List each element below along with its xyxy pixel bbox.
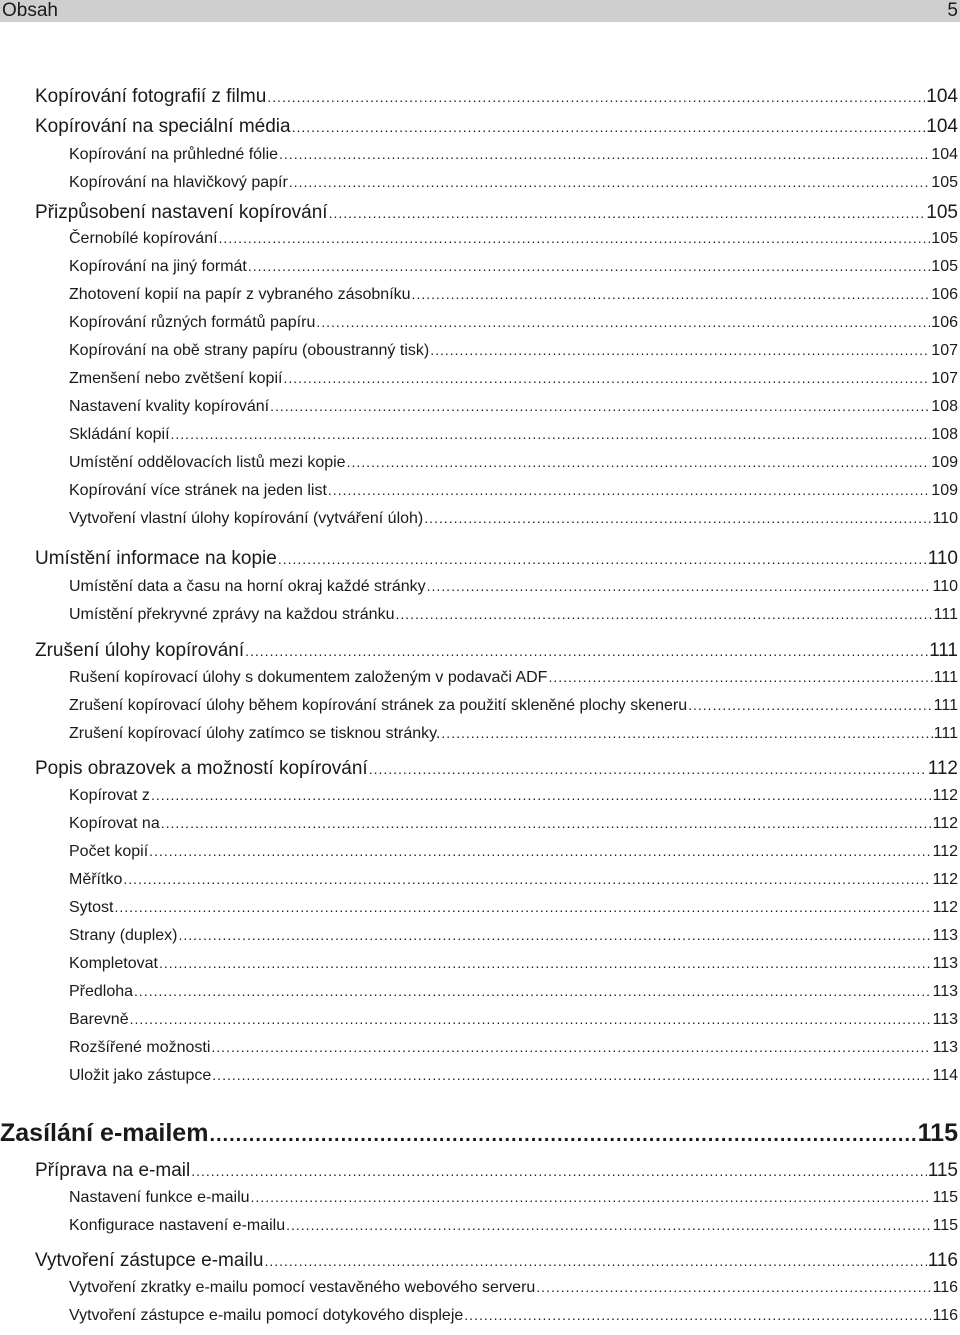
toc-entry-title: Kompletovat bbox=[69, 955, 158, 972]
toc-entry-title: Popis obrazovek a možností kopírování bbox=[35, 758, 368, 779]
toc-entry-page: 113 bbox=[932, 1011, 958, 1028]
toc-entry[interactable] bbox=[69, 1039, 958, 1067]
toc-entry-title: Vytvoření zástupce e-mailu pomocí dotykového displeje bbox=[69, 1307, 464, 1324]
toc-entry-title: Kopírování na hlavičkový papír bbox=[69, 174, 288, 191]
toc-entry-title: Kopírování na speciální média bbox=[35, 116, 291, 137]
toc-entry-title: Konfigurace nastavení e-mailu bbox=[69, 1217, 286, 1234]
toc-entry[interactable] bbox=[35, 116, 958, 144]
dot-leader bbox=[688, 697, 933, 713]
toc-entry-page: 109 bbox=[931, 482, 958, 499]
toc-entry-title: Strany (duplex) bbox=[69, 927, 178, 944]
toc-entry-title: Zhotovení kopií na papír z vybraného zásobníku bbox=[69, 286, 411, 303]
toc-entry-page: 108 bbox=[931, 426, 958, 443]
toc-entry[interactable] bbox=[69, 146, 958, 174]
dot-leader bbox=[328, 482, 930, 498]
toc-entry-page: 112 bbox=[932, 871, 958, 888]
toc-entry-page: 104 bbox=[926, 116, 958, 137]
toc-entry[interactable] bbox=[35, 758, 958, 786]
dot-leader bbox=[130, 1011, 932, 1027]
dot-leader bbox=[161, 815, 932, 831]
toc-entry-page: 115 bbox=[927, 1160, 958, 1181]
toc-entry-title: Barevně bbox=[69, 1011, 129, 1028]
dot-leader bbox=[536, 1279, 931, 1295]
toc-entry-page: 111 bbox=[933, 606, 958, 623]
toc-entry-page: 105 bbox=[931, 258, 958, 275]
toc-entry[interactable] bbox=[69, 258, 958, 286]
toc-entry-page: 116 bbox=[932, 1279, 958, 1296]
toc-entry[interactable] bbox=[69, 1307, 958, 1335]
dot-leader bbox=[212, 1067, 931, 1083]
toc-entry[interactable] bbox=[69, 314, 958, 342]
dot-leader bbox=[209, 1124, 916, 1147]
dot-leader bbox=[395, 606, 932, 622]
toc-entry-page: 112 bbox=[932, 843, 958, 860]
dot-leader bbox=[114, 899, 931, 915]
toc-entry-page: 109 bbox=[931, 454, 958, 471]
toc-entry[interactable] bbox=[69, 230, 958, 258]
dot-leader bbox=[369, 761, 927, 777]
toc-entry-title: Příprava na e-mail bbox=[35, 1160, 191, 1181]
toc-entry-title: Kopírování různých formátů papíru bbox=[69, 314, 316, 331]
toc-entry-page: 107 bbox=[931, 342, 958, 359]
toc-entry[interactable] bbox=[69, 1279, 958, 1307]
dot-leader bbox=[548, 669, 932, 685]
toc-entry-page: 105 bbox=[926, 202, 958, 223]
toc-entry-page: 104 bbox=[931, 146, 958, 163]
dot-leader bbox=[464, 1307, 931, 1323]
toc-entry[interactable] bbox=[69, 955, 958, 983]
dot-leader bbox=[267, 89, 925, 105]
toc-entry-page: 110 bbox=[932, 510, 958, 527]
toc-entry[interactable] bbox=[69, 697, 958, 725]
dot-leader bbox=[159, 955, 932, 971]
toc-entry-page: 116 bbox=[932, 1307, 958, 1324]
toc-entry[interactable] bbox=[69, 286, 958, 314]
toc-entry[interactable] bbox=[69, 174, 958, 202]
toc-entry-page: 108 bbox=[931, 398, 958, 415]
toc-entry-title: Vytvoření zástupce e-mailu bbox=[35, 1250, 264, 1271]
dot-leader bbox=[430, 342, 930, 358]
toc-entry[interactable] bbox=[69, 787, 958, 815]
toc-entry[interactable] bbox=[69, 426, 958, 454]
dot-leader bbox=[151, 787, 932, 803]
toc-entry[interactable] bbox=[35, 1250, 958, 1278]
toc-entry-title: Předloha bbox=[69, 983, 134, 1000]
toc-entry-title: Vytvoření vlastní úlohy kopírování (vytváření úloh) bbox=[69, 510, 424, 527]
toc-entry[interactable] bbox=[69, 342, 958, 370]
toc-entry-page: 112 bbox=[932, 899, 958, 916]
dot-leader bbox=[191, 1163, 926, 1179]
dot-leader bbox=[412, 286, 931, 302]
toc-entry[interactable] bbox=[69, 1067, 958, 1095]
toc-entry[interactable] bbox=[69, 669, 958, 697]
toc-entry-page: 114 bbox=[932, 1067, 958, 1084]
toc-entry-page: 112 bbox=[932, 787, 958, 804]
dot-leader bbox=[270, 398, 930, 414]
toc-entry-page: 113 bbox=[932, 955, 958, 972]
toc-entry[interactable] bbox=[69, 510, 958, 538]
dot-leader bbox=[149, 843, 931, 859]
toc-entry-page: 113 bbox=[932, 983, 958, 1000]
header-page-number: 5 bbox=[947, 0, 958, 21]
toc-entry-title: Nastavení funkce e-mailu bbox=[69, 1189, 250, 1206]
toc-entry-title: Umístění oddělovacích listů mezi kopie bbox=[69, 454, 346, 471]
toc-entry[interactable] bbox=[35, 548, 958, 576]
toc-entry-title: Přizpůsobení nastavení kopírování bbox=[35, 202, 328, 223]
toc-entry-page: 113 bbox=[932, 927, 958, 944]
dot-leader bbox=[424, 510, 931, 526]
dot-leader bbox=[286, 1217, 931, 1233]
toc-entry-title: Kopírování na průhledné fólie bbox=[69, 146, 279, 163]
toc-entry-title: Skládání kopií bbox=[69, 426, 170, 443]
dot-leader bbox=[248, 258, 930, 274]
toc-entry-title: Zrušení kopírovací úlohy během kopírování stránek za použití skleněné plochy skeneru bbox=[69, 697, 688, 714]
toc-entry[interactable] bbox=[69, 398, 958, 426]
toc-entry-page: 104 bbox=[926, 86, 958, 107]
toc-entry-page: 105 bbox=[931, 174, 958, 191]
toc-entry-title: Kopírovat z bbox=[69, 787, 150, 804]
toc-entry[interactable] bbox=[69, 927, 958, 955]
toc-entry-page: 106 bbox=[931, 314, 958, 331]
dot-leader bbox=[179, 927, 932, 943]
toc-entry-title: Umístění data a času na horní okraj každé stránky bbox=[69, 578, 426, 595]
dot-leader bbox=[123, 871, 931, 887]
toc-entry-title: Sytost bbox=[69, 899, 114, 916]
dot-leader bbox=[289, 174, 931, 190]
toc-entry-page: 106 bbox=[931, 286, 958, 303]
toc-entry-page: 112 bbox=[932, 815, 958, 832]
toc-entry-page: 115 bbox=[932, 1217, 958, 1234]
dot-leader bbox=[211, 1039, 931, 1055]
toc-entry[interactable] bbox=[69, 871, 958, 899]
toc-entry[interactable] bbox=[69, 1217, 958, 1245]
toc-entry[interactable] bbox=[69, 606, 958, 634]
toc-entry-title: Zasílání e-mailem bbox=[0, 1119, 209, 1147]
dot-leader bbox=[245, 643, 928, 659]
dot-leader bbox=[264, 1253, 926, 1269]
toc-entry-page: 105 bbox=[931, 230, 958, 247]
toc-entry-page: 110 bbox=[932, 578, 958, 595]
dot-leader bbox=[279, 146, 930, 162]
toc-entry-title: Kopírování na jiný formát bbox=[69, 258, 247, 275]
toc-entry[interactable] bbox=[69, 454, 958, 482]
toc-entry-title: Rušení kopírovací úlohy s dokumentem založeným v podavači ADF bbox=[69, 669, 548, 686]
toc-entry-page: 111 bbox=[929, 640, 958, 661]
dot-leader bbox=[292, 119, 926, 135]
toc-entry[interactable] bbox=[69, 1189, 958, 1217]
toc-entry[interactable] bbox=[69, 1011, 958, 1039]
toc-entry-title: Zrušení kopírovací úlohy zatímco se tisknou stránky. bbox=[69, 725, 441, 742]
toc-entry[interactable] bbox=[69, 843, 958, 871]
dot-leader bbox=[316, 314, 930, 330]
toc-entry[interactable] bbox=[69, 370, 958, 398]
toc-entry-page: 116 bbox=[927, 1250, 958, 1271]
toc-entry[interactable] bbox=[35, 1160, 958, 1188]
toc-entry-page: 115 bbox=[917, 1119, 958, 1147]
toc-entry-title: Měřítko bbox=[69, 871, 123, 888]
toc-entry[interactable] bbox=[69, 725, 958, 753]
dot-leader bbox=[441, 725, 932, 741]
toc-entry[interactable] bbox=[35, 640, 958, 668]
toc-entry-title: Umístění informace na kopie bbox=[35, 548, 277, 569]
toc-entry-title: Uložit jako zástupce bbox=[69, 1067, 212, 1084]
toc-entry-page: 111 bbox=[933, 725, 958, 742]
toc-entry[interactable] bbox=[35, 86, 958, 114]
dot-leader bbox=[278, 551, 927, 567]
toc-entry-title: Kopírovat na bbox=[69, 815, 160, 832]
dot-leader bbox=[219, 230, 931, 246]
toc-entry-title: Umístění překryvné zprávy na každou stránku bbox=[69, 606, 395, 623]
dot-leader bbox=[134, 983, 931, 999]
dot-leader bbox=[329, 205, 926, 221]
page-header bbox=[0, 0, 960, 22]
toc-entry-page: 112 bbox=[927, 758, 958, 779]
toc-entry-title: Vytvoření zkratky e-mailu pomocí vestavěného webového serveru bbox=[69, 1279, 536, 1296]
dot-leader bbox=[347, 454, 931, 470]
header-section-title: Obsah bbox=[2, 0, 58, 21]
dot-leader bbox=[283, 370, 930, 386]
toc-entry-page: 111 bbox=[933, 669, 958, 686]
toc-entry-title: Zmenšení nebo zvětšení kopií bbox=[69, 370, 283, 387]
toc-entry-title: Počet kopií bbox=[69, 843, 149, 860]
toc-entry-title: Kopírování fotografií z filmu bbox=[35, 86, 267, 107]
toc-entry[interactable] bbox=[69, 899, 958, 927]
toc-entry-page: 107 bbox=[931, 370, 958, 387]
dot-leader bbox=[171, 426, 931, 442]
toc-entry[interactable] bbox=[69, 815, 958, 843]
toc-entry-title: Zrušení úlohy kopírování bbox=[35, 640, 245, 661]
toc-entry-page: 115 bbox=[932, 1189, 958, 1206]
toc-entry[interactable] bbox=[69, 983, 958, 1011]
toc-entry[interactable] bbox=[35, 202, 958, 230]
toc-entry-page: 113 bbox=[932, 1039, 958, 1056]
toc-entry-title: Kopírování více stránek na jeden list bbox=[69, 482, 327, 499]
toc-entry-title: Černobílé kopírování bbox=[69, 230, 218, 247]
toc-entry-title: Nastavení kvality kopírování bbox=[69, 398, 270, 415]
toc-entry[interactable] bbox=[0, 1119, 958, 1147]
toc-entry-title: Rozšířené možnosti bbox=[69, 1039, 211, 1056]
toc-entry-title: Kopírování na obě strany papíru (oboustranný tisk) bbox=[69, 342, 430, 359]
dot-leader bbox=[251, 1189, 932, 1205]
toc-entry[interactable] bbox=[69, 578, 958, 606]
toc-entry[interactable] bbox=[69, 482, 958, 510]
toc-entry-page: 111 bbox=[933, 697, 958, 714]
toc-entry-page: 110 bbox=[927, 548, 958, 569]
dot-leader bbox=[427, 578, 932, 594]
